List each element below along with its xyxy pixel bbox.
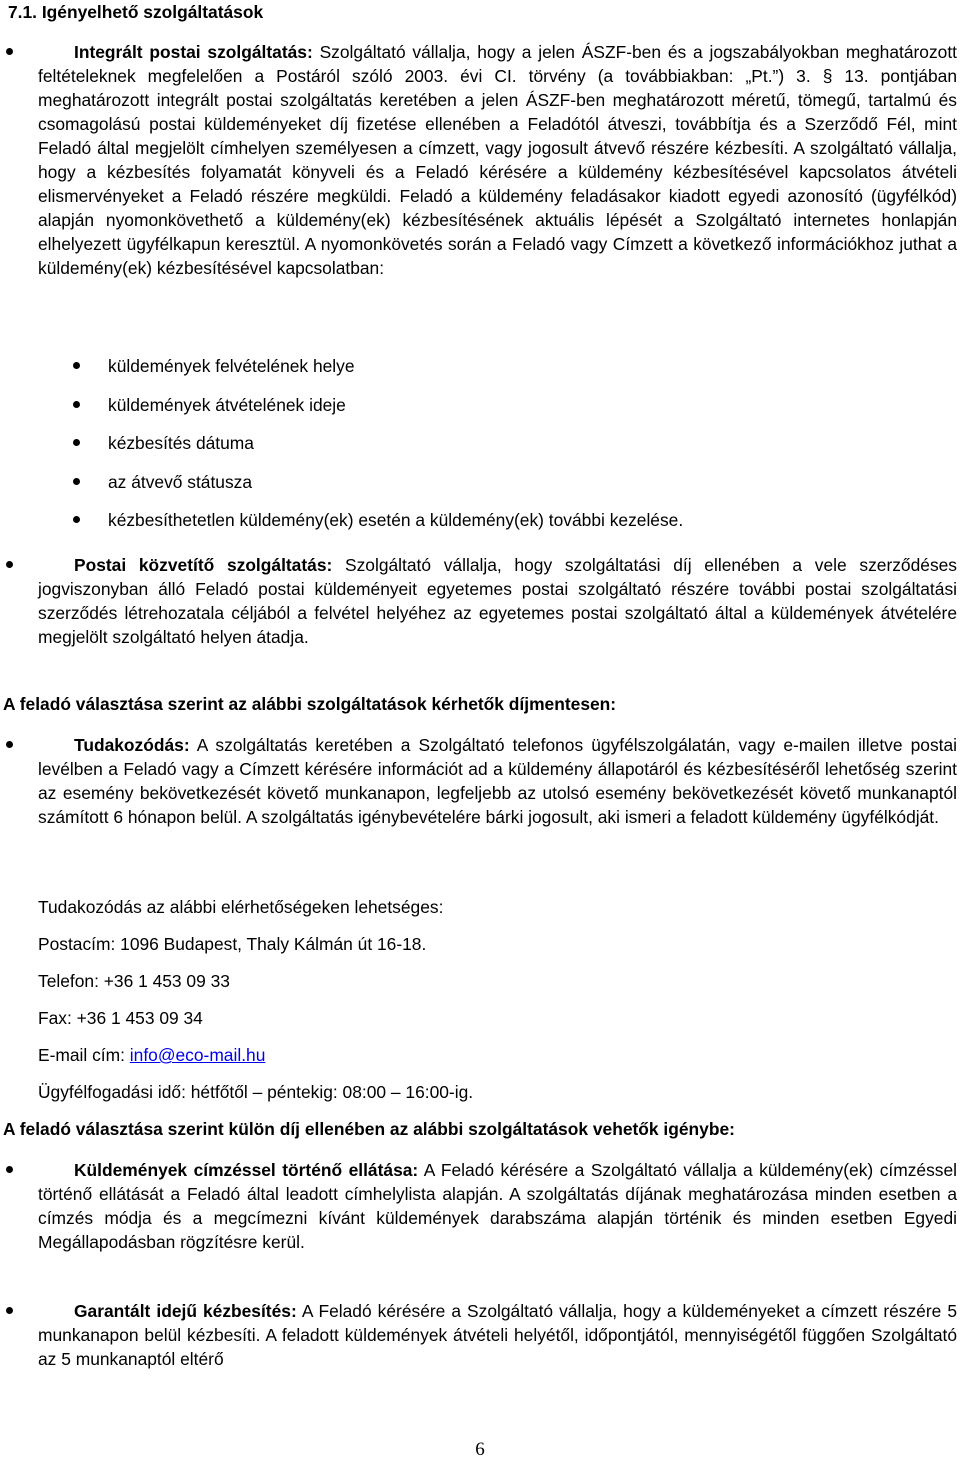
- tracking-info-list: [108, 354, 683, 547]
- fax-number: Fax: +36 1 453 09 34: [38, 1008, 203, 1028]
- bullet-icon: [73, 516, 80, 523]
- contact-intro: Tudakozódás az alábbi elérhetőségeken lehetséges:: [38, 897, 444, 917]
- bullet-icon: [73, 362, 80, 369]
- item-text: A szolgáltatás keretében a Szolgáltató telefonos ügyfélszolgálatán, vagy e-mailen illetve postai levélben a Feladó vagy a Címzett kérésére információt ad a küldemény állapotáról és kézbesítéséről lehetőség szerint az esemény bekövetkezését követő munkanapon, legfeljebb az utolsó esemény bekövetkezését követő munkanaptól számított 6 hónapon belül. A szolgáltatás igénybevételére bárki jogosult, aki ismeri a feladott küldemény ügyfélkódját.: [38, 735, 958, 827]
- section-heading: 7.1. Igényelhető szolgáltatások: [8, 2, 264, 22]
- postal-address: Postacím: 1096 Budapest, Thaly Kálmán út 16-18.: [38, 934, 427, 954]
- bullet-icon: [6, 561, 13, 568]
- sub-list-item: kézbesíthetetlen küldemény(ek) esetén a küldemény(ek) további kezelése.: [108, 508, 683, 547]
- item-text: A Feladó kérésére a Szolgáltató vállalja, hogy a küldeményeket a címzett részére 5 munkanapon belül kézbesíti. A feladott küldemények átvételi helyétől, időpontjától, mennyiségétől függően Szolgáltató az 5 munkanaptól eltérő: [38, 1301, 957, 1369]
- office-hours: Ügyfélfogadási idő: hétfőtől – péntekig: 08:00 – 16:00-ig.: [38, 1082, 474, 1102]
- bullet-icon: [73, 401, 80, 408]
- email-link[interactable]: info@eco-mail.hu: [129, 1045, 266, 1065]
- bullet-icon: [6, 1166, 13, 1173]
- item-title: Tudakozódás:: [74, 735, 190, 755]
- item-title: Garantált idejű kézbesítés:: [74, 1301, 297, 1321]
- list-item-garantalt: [38, 1299, 957, 1371]
- section-paid-title: A feladó választása szerint külön díj ellenében az alábbi szolgáltatások vehetők igénybe:: [3, 1119, 735, 1139]
- sub-list-item: kézbesítés dátuma: [108, 431, 683, 470]
- list-item-kozvetito: [38, 553, 957, 649]
- sub-list-item: küldemények felvételének helye: [108, 354, 683, 393]
- sub-list-item: az átvevő státusza: [108, 470, 683, 509]
- email-label: E-mail cím:: [38, 1045, 130, 1065]
- section-free-title: A feladó választása szerint az alábbi szolgáltatások kérhetők díjmentesen:: [3, 694, 617, 714]
- item-text: A Feladó kérésére a Szolgáltató vállalja a küldemény(ek) címzéssel történő ellátását a Feladó által leadott címhelylista alapján. A szolgáltatás díjának meghatározása minden esetben a címzés módja és a megcímezni kívánt küldemények darabszáma alapján történik és minden esetben Egyedi Megállapodásban rögzítésre kerül.: [38, 1160, 957, 1252]
- item-title: Postai közvetítő szolgáltatás:: [74, 555, 333, 575]
- item-title: Integrált postai szolgáltatás:: [74, 42, 313, 62]
- bullet-icon: [6, 1307, 13, 1314]
- list-item-integralt: [38, 40, 957, 280]
- bullet-icon: [6, 48, 13, 55]
- bullet-icon: [6, 741, 13, 748]
- bullet-icon: [73, 478, 80, 485]
- item-text: Szolgáltató vállalja, hogy szolgáltatási díj ellenében a vele szerződéses jogviszonyban álló Feladó postai küldeményeit egyetemes postai szolgáltató részére további postai szolgáltatási szerződés létrehozatala céljából a felvétel helyéhez az egyetemes postai szolgáltató által a küldemények átvételére megjelölt szolgáltató helyen átadja.: [38, 555, 958, 647]
- phone-number: Telefon: +36 1 453 09 33: [38, 971, 230, 991]
- page-number: 6: [475, 1439, 485, 1460]
- item-title: Küldemények címzéssel történő ellátása:: [74, 1160, 419, 1180]
- list-item-tudakozodas: [38, 733, 957, 829]
- email-line: [38, 1043, 265, 1067]
- sub-list-item: küldemények átvételének ideje: [108, 393, 683, 432]
- item-text: Szolgáltató vállalja, hogy a jelen ÁSZF-ben és a jogszabályokban meghatározott feltételeknek megfelelően a Postáról szóló 2003. évi CI. törvény (a továbbiakban: „Pt.”) 3. § 13. pontjában meghatározott integrált postai szolgáltatás keretében a jelen ÁSZF-ben meghatározott méretű, tömegű, tartalmú és csomagolású postai küldeményeket díj fizetése ellenében a Feladótól átveszi, továbbítja és a Szerződő Fél, mint Feladó által megjelölt címhelyen személyesen a címzett, vagy jogosult átvevő részére kézbesíti. A szolgáltató vállalja, hogy a kézbesítés folyamatát könyveli és a Feladó kérésére a küldemény kézbesítésével kapcsolatos átvételi elismervényeket a Feladó részére megküldi. Feladó a küldemény feladásakor kiadott egyedi azonosító (ügyfélkód) alapján nyomonkövethető a küldemény(ek) kézbesítésének aktuális lépését a Szolgáltató internetes honlapján elhelyezett ügyfélkapun keresztül. A nyomonkövetés során a Feladó vagy Címzett a következő információkhoz juthat a küldemény(ek) kézbesítésével kapcsolatban:: [38, 42, 957, 278]
- bullet-icon: [73, 439, 80, 446]
- list-item-cimzes: [38, 1158, 957, 1254]
